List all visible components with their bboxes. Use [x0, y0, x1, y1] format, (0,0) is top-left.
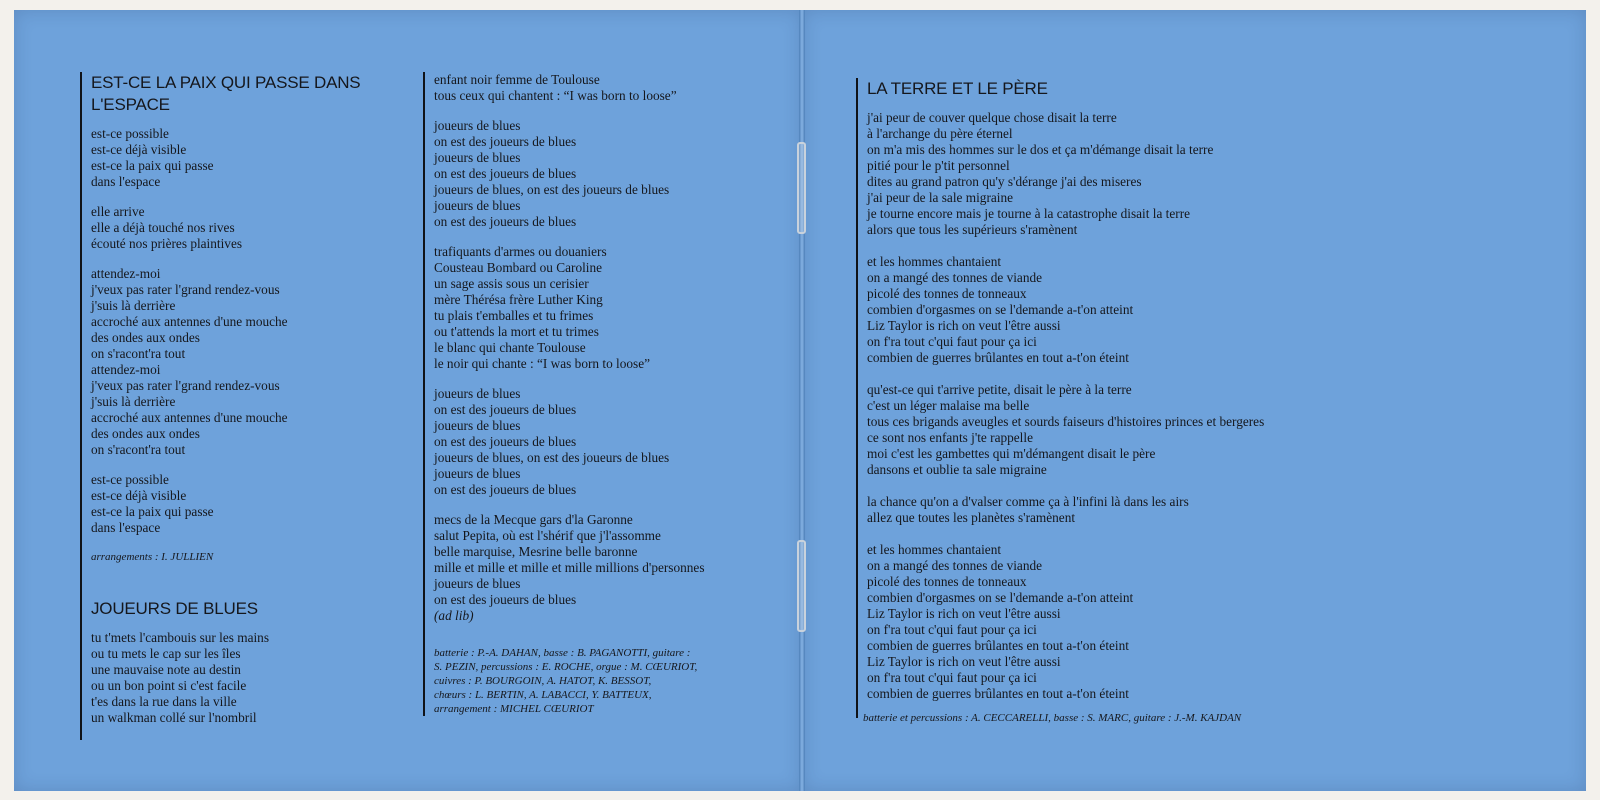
lyric-line: combien de guerres brûlantes en tout a-t'on éteint — [867, 638, 1129, 653]
lyric-line: on est des joueurs de blues — [434, 482, 577, 497]
lyric-line: on est des joueurs de blues — [434, 214, 577, 229]
lyric-line: des ondes aux ondes — [91, 330, 200, 345]
lyric-line: joueurs de blues — [434, 466, 521, 481]
lyric-line: ou un bon point si c'est facile — [91, 678, 247, 693]
lyric-line: tu t'mets l'cambouis sur les mains — [91, 630, 270, 645]
song-title-blues: JOUEURS DE BLUES — [91, 599, 258, 618]
lyric-line: combien d'orgasmes on se l'demande a-t'on atteint — [867, 302, 1134, 317]
lyric-line: un walkman collé sur l'nombril — [91, 710, 257, 725]
lyric-line: et les hommes chantaient — [867, 542, 1002, 557]
lyric-line: c'est un léger malaise ma belle — [867, 398, 1030, 413]
lyric-line: combien de guerres brûlantes en tout a-t'on éteint — [867, 350, 1129, 365]
lyric-line: mère Thérésa frère Luther King — [434, 292, 603, 307]
lyric-line: je tourne encore mais je tourne à la catastrophe disait la terre — [867, 206, 1191, 221]
terre-stanza-2 — [867, 254, 1487, 366]
lyric-line: pitié pour le p'tit personnel — [867, 158, 1010, 173]
lyric-line: à l'archange du père éternel — [867, 126, 1013, 141]
blues-b-stanza-5 — [434, 512, 784, 608]
lyric-line: on est des joueurs de blues — [434, 592, 577, 607]
lyric-line: j'veux pas rater l'grand rendez-vous — [91, 282, 280, 297]
lyric-line: j'suis là derrière — [91, 298, 176, 313]
blues-b-stanza-2 — [434, 118, 784, 230]
terre-stanza-3 — [867, 382, 1487, 478]
song-paix-credit: arrangements : I. JULLIEN — [91, 551, 214, 563]
song-terre-lyrics — [867, 110, 1487, 702]
lyric-line: des ondes aux ondes — [91, 426, 200, 441]
lyric-line: combien d'orgasmes on se l'demande a-t'on atteint — [867, 590, 1134, 605]
song-blues-lyrics-part2 — [434, 72, 784, 608]
lyric-line: t'es dans la rue dans la ville — [91, 694, 237, 709]
credit-line: arrangement : MICHEL CŒURIOT — [434, 703, 594, 715]
lyric-line: mille et mille et mille et mille millions d'personnes — [434, 560, 705, 575]
lyric-line: on f'ra tout c'qui faut pour ça ici — [867, 670, 1037, 685]
lyric-line: joueurs de blues — [434, 150, 521, 165]
lyric-line: la chance qu'on a d'valser comme ça à l'infini là dans les airs — [867, 494, 1189, 509]
lyric-line: on s'racont'ra tout — [91, 442, 186, 457]
lyric-line: joueurs de blues — [434, 418, 521, 433]
paix-stanza-4 — [91, 472, 411, 536]
lyric-line: un sage assis sous un cerisier — [434, 276, 589, 291]
lyric-line: et les hommes chantaient — [867, 254, 1002, 269]
lyric-line: est-ce la paix qui passe — [91, 158, 214, 173]
lyric-line: est-ce déjà visible — [91, 488, 187, 503]
lyric-line: on f'ra tout c'qui faut pour ça ici — [867, 334, 1037, 349]
song-title-terre: LA TERRE ET LE PÈRE — [867, 79, 1048, 98]
paix-stanza-3 — [91, 266, 411, 458]
lyric-line: belle marquise, Mesrine belle baronne — [434, 544, 638, 559]
lyric-line: j'ai peur de couver quelque chose disait la terre — [867, 110, 1117, 125]
song-paix-lyrics — [91, 126, 411, 536]
lyric-line: on est des joueurs de blues — [434, 402, 577, 417]
lyric-line: est-ce possible — [91, 472, 169, 487]
blues-a-stanza-1 — [91, 630, 411, 726]
lyric-line: on f'ra tout c'qui faut pour ça ici — [867, 622, 1037, 637]
lyric-line: mecs de la Mecque gars d'la Garonne — [434, 512, 633, 527]
lyric-line: est-ce déjà visible — [91, 142, 187, 157]
lyric-line: ce sont nos enfants j'te rappelle — [867, 430, 1033, 445]
lyric-line: tous ceux qui chantent : “I was born to loose” — [434, 88, 677, 103]
blues-b-stanza-1 — [434, 72, 784, 104]
blues-b-stanza-3 — [434, 244, 784, 372]
staple-top — [797, 142, 806, 234]
song-blues-credits — [434, 646, 784, 716]
lyric-line: elle arrive — [91, 204, 145, 219]
lyric-line: joueurs de blues, on est des joueurs de blues — [434, 182, 670, 197]
lyric-line: on a mangé des tonnes de viande — [867, 270, 1043, 285]
lyric-line: Liz Taylor is rich on veut l'être aussi — [867, 318, 1061, 333]
credit-line: batterie : P.-A. DAHAN, basse : B. PAGANOTTI, guitare : — [434, 647, 691, 659]
terre-stanza-1 — [867, 110, 1487, 238]
lyric-line: le noir qui chante : “I was born to loose” — [434, 356, 651, 371]
lyric-line: on m'a mis des hommes sur le dos et ça m'démange disait la terre — [867, 142, 1214, 157]
lyric-line: enfant noir femme de Toulouse — [434, 72, 600, 87]
credit-line: S. PEZIN, percussions : E. ROCHE, orgue : M. CŒURIOT, — [434, 661, 698, 673]
lyric-line: picolé des tonnes de tonneaux — [867, 286, 1027, 301]
lyric-line: on a mangé des tonnes de viande — [867, 558, 1043, 573]
lyric-line: est-ce possible — [91, 126, 169, 141]
song-title-paix: EST-CE LA PAIX QUI PASSE DANS L'ESPACE — [91, 73, 361, 114]
booklet-spine — [799, 10, 805, 791]
song-terre-credit: batterie et percussions : A. CECCARELLI, basse : S. MARC, guitare : J.-M. KAJDAN — [863, 712, 1242, 724]
lyric-line: allez que toutes les planètes s'ramènent — [867, 510, 1076, 525]
lyric-line: Liz Taylor is rich on veut l'être aussi — [867, 654, 1061, 669]
lyric-line: j'ai peur de la sale migraine — [867, 190, 1014, 205]
lyric-line: accroché aux antennes d'une mouche — [91, 410, 288, 425]
lyric-line: ou t'attends la mort et tu trimes — [434, 324, 599, 339]
lyric-line: j'suis là derrière — [91, 394, 176, 409]
lyric-line: j'veux pas rater l'grand rendez-vous — [91, 378, 280, 393]
lyric-line: on est des joueurs de blues — [434, 134, 577, 149]
lyrics-column-3 — [856, 78, 1487, 718]
paix-stanza-2 — [91, 204, 411, 252]
lyric-line: dansons et oublie ta sale migraine — [867, 462, 1047, 477]
staple-bottom — [797, 540, 806, 632]
lyric-line: dans l'espace — [91, 174, 161, 189]
lyric-line: trafiquants d'armes ou douaniers — [434, 244, 607, 259]
lyric-line: tu plais t'emballes et tu frimes — [434, 308, 594, 323]
lyric-line: le blanc qui chante Toulouse — [434, 340, 586, 355]
song-blues-lyrics-part1 — [91, 630, 411, 726]
lyrics-column-1 — [80, 72, 411, 740]
lyric-line: attendez-moi — [91, 362, 161, 377]
ad-lib-note: (ad lib) — [434, 608, 474, 623]
lyric-line: combien de guerres brûlantes en tout a-t'on éteint — [867, 686, 1129, 701]
credit-line: cuivres : P. BOURGOIN, A. HATOT, K. BESSOT, — [434, 675, 652, 687]
lyric-line: dites au grand patron qu'y s'dérange j'ai des miseres — [867, 174, 1142, 189]
lyric-line: dans l'espace — [91, 520, 161, 535]
lyric-line: on est des joueurs de blues — [434, 434, 577, 449]
lyric-line: ou tu mets le cap sur les îles — [91, 646, 241, 661]
blues-b-stanza-4 — [434, 386, 784, 498]
lyric-line: salut Pepita, où est l'shérif que j'l'assomme — [434, 528, 661, 543]
paix-stanza-1 — [91, 126, 411, 190]
lyric-line: joueurs de blues — [434, 576, 521, 591]
lyric-line: moi c'est les gambettes qui m'démangent disait le père — [867, 446, 1156, 461]
lyric-line: attendez-moi — [91, 266, 161, 281]
lyric-line: est-ce la paix qui passe — [91, 504, 214, 519]
lyric-line: tous ces brigands aveugles et sourds faiseurs d'histoires princes et bergeres — [867, 414, 1265, 429]
terre-stanza-5 — [867, 542, 1487, 702]
lyric-line: joueurs de blues — [434, 198, 521, 213]
lyric-line: alors que tous les supérieurs s'ramènent — [867, 222, 1078, 237]
lyric-line: Cousteau Bombard ou Caroline — [434, 260, 603, 275]
lyric-line: joueurs de blues — [434, 386, 521, 401]
lyric-line: on est des joueurs de blues — [434, 166, 577, 181]
lyric-line: joueurs de blues — [434, 118, 521, 133]
lyric-line: qu'est-ce qui t'arrive petite, disait le père à la terre — [867, 382, 1132, 397]
lyrics-column-2 — [423, 72, 784, 716]
terre-stanza-4 — [867, 494, 1487, 526]
lyric-line: écouté nos prières plaintives — [91, 236, 243, 251]
lyric-line: accroché aux antennes d'une mouche — [91, 314, 288, 329]
lyric-line: Liz Taylor is rich on veut l'être aussi — [867, 606, 1061, 621]
lyric-line: joueurs de blues, on est des joueurs de blues — [434, 450, 670, 465]
lyric-line: on s'racont'ra tout — [91, 346, 186, 361]
credit-line: chœurs : L. BERTIN, A. LABACCI, Y. BATTEUX, — [434, 689, 652, 701]
lyric-line: une mauvaise note au destin — [91, 662, 241, 677]
lyric-line: elle a déjà touché nos rives — [91, 220, 235, 235]
lyric-line: picolé des tonnes de tonneaux — [867, 574, 1027, 589]
